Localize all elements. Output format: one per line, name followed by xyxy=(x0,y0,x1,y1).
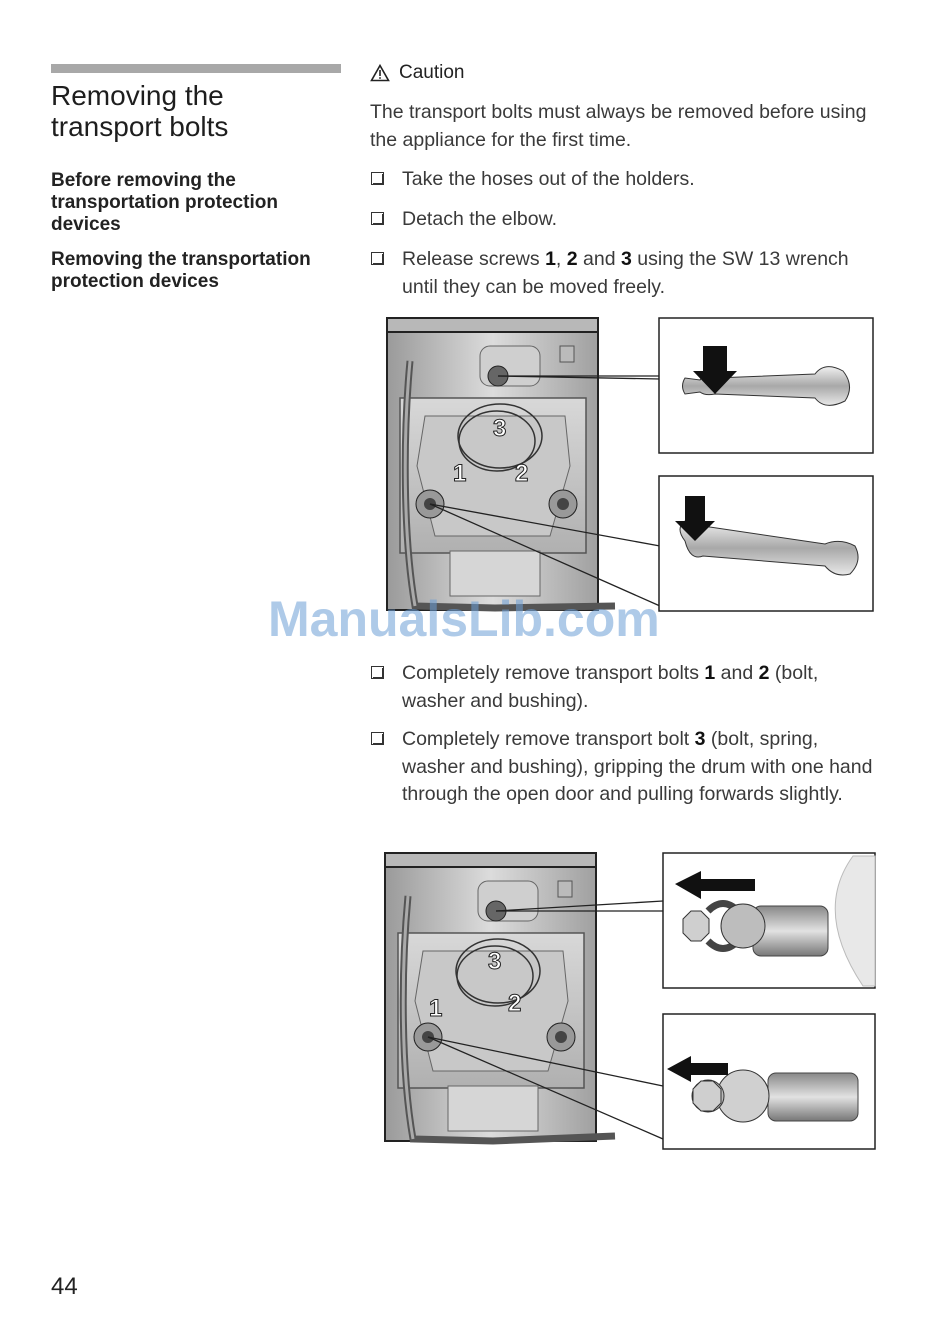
label-two: 2 xyxy=(515,460,529,487)
page-number: 44 xyxy=(51,1273,78,1300)
caution-label: Caution xyxy=(399,62,465,83)
step-item: Release screws 1, 2 and 3 using the SW 13 wrench until they can be moved freely. xyxy=(370,246,885,301)
label-two: 2 xyxy=(508,990,522,1017)
label-three: 3 xyxy=(488,948,502,975)
step-item: Completely remove transport bolts 1 and 2 (bolt, washer and bushing). xyxy=(370,660,885,715)
step-item: Take the hoses out of the holders. xyxy=(370,166,885,194)
label-one: 1 xyxy=(429,995,443,1022)
section-title: Removing the transport bolts xyxy=(51,80,229,142)
step-item: Detach the elbow. xyxy=(370,206,885,234)
label-one: 1 xyxy=(453,460,467,487)
section-rule xyxy=(51,64,341,73)
label-three: 3 xyxy=(493,415,507,442)
remove-bolts-illustration xyxy=(383,851,880,1153)
checkbox-icon xyxy=(370,726,402,809)
checkbox-icon xyxy=(370,660,402,715)
heading-before-removing: Before removing the transportation protection devices xyxy=(51,170,278,235)
caution-heading xyxy=(370,60,465,86)
heading-removing: Removing the transportation protection devices xyxy=(51,249,311,292)
watermark: ManualsLib.com xyxy=(268,591,660,647)
checkbox-icon xyxy=(370,246,402,301)
warning-triangle-icon xyxy=(370,64,390,82)
loosen-screws-illustration xyxy=(385,316,880,618)
step-item: Completely remove transport bolt 3 (bolt, spring, washer and bushing), gripping the drum with one hand through the open door and pulling forwards slightly. xyxy=(370,726,885,809)
checkbox-icon xyxy=(370,166,402,194)
caution-text: The transport bolts must always be removed before using the appliance for the first time. xyxy=(370,101,867,151)
checkbox-icon xyxy=(370,206,402,234)
